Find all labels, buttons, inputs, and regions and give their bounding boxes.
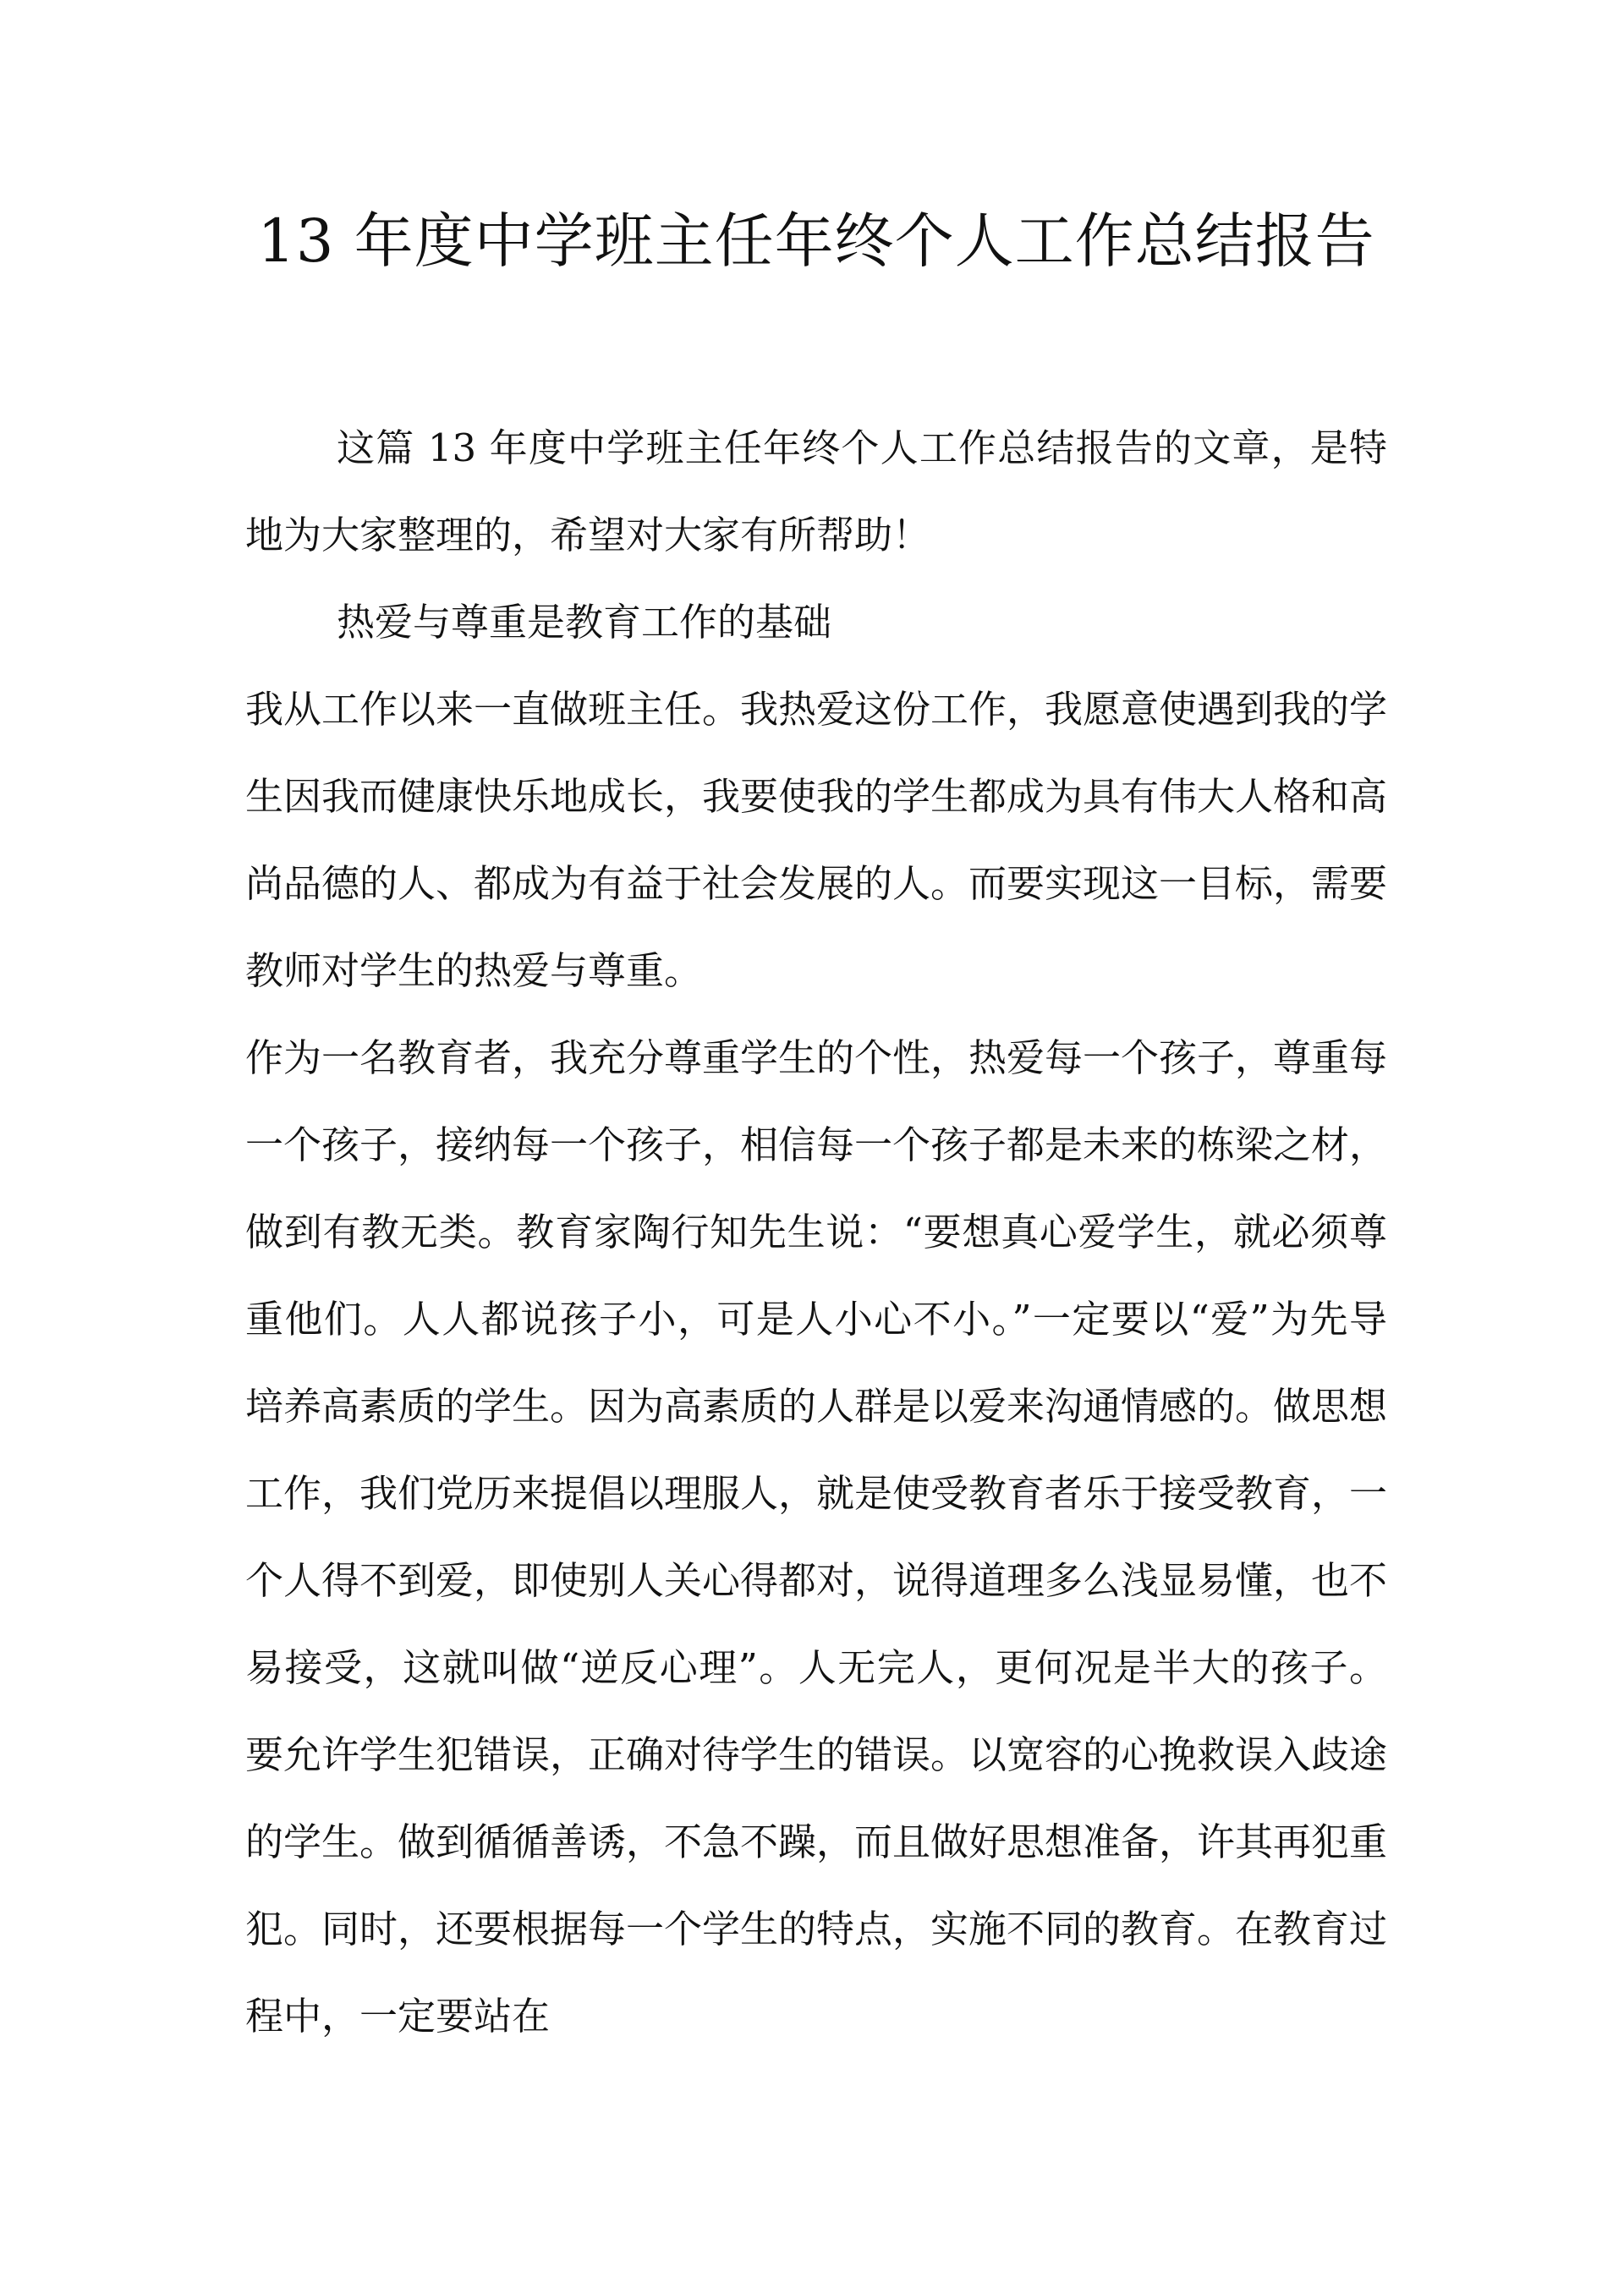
document-body [245,404,1387,2060]
document-title: 13 年度中学班主任年终个人工作总结报告 [257,206,1375,276]
section-heading: 热爱与尊重是教育工作的基础 [337,600,832,645]
intro-paragraph: 这篇 13 年度中学班主任年终个人工作总结报告的文章，是特地为大家整理的，希望对大家有所帮助！ [245,425,1387,557]
body-paragraph-1: 我从工作以来一直做班主任。我热爱这份工作，我愿意使遇到我的学生因我而健康快乐地成长，我要使我的学生都成为具有伟大人格和高尚品德的人、都成为有益于社会发展的人。而要实现这一目标，需要教师对学生的热爱与尊重。 [245,687,1388,993]
body-paragraph-2: 作为一名教育者，我充分尊重学生的个性，热爱每一个孩子，尊重每一个孩子，接纳每一个孩子，相信每一个孩子都是未来的栋梁之材，做到有教无类。教育家陶行知先生说：“要想真心爱学生，就必须尊重他们。人人都说孩子小，可是人小心不小。”一定要以“爱”为先导培养高素质的学生。因为高素质的人群是以爱来沟通情感的。做思想工作，我们党历来提倡以理服人，就是使受教育者乐于接受教育，一个人得不到爱，即使别人关心得都对，说得道理多么浅显易懂，也不易接受，这就叫做“逆反心理”。人无完人，更何况是半大的孩子。要允许学生犯错误，正确对待学生的错误。以宽容的心挽救误入歧途的学生。做到循循善诱，不急不躁，而且做好思想准备，许其再犯重犯。同时，还要根据每一个学生的特点，实施不同的教育。在教育过程中，一定要站在 [245,1035,1388,2039]
